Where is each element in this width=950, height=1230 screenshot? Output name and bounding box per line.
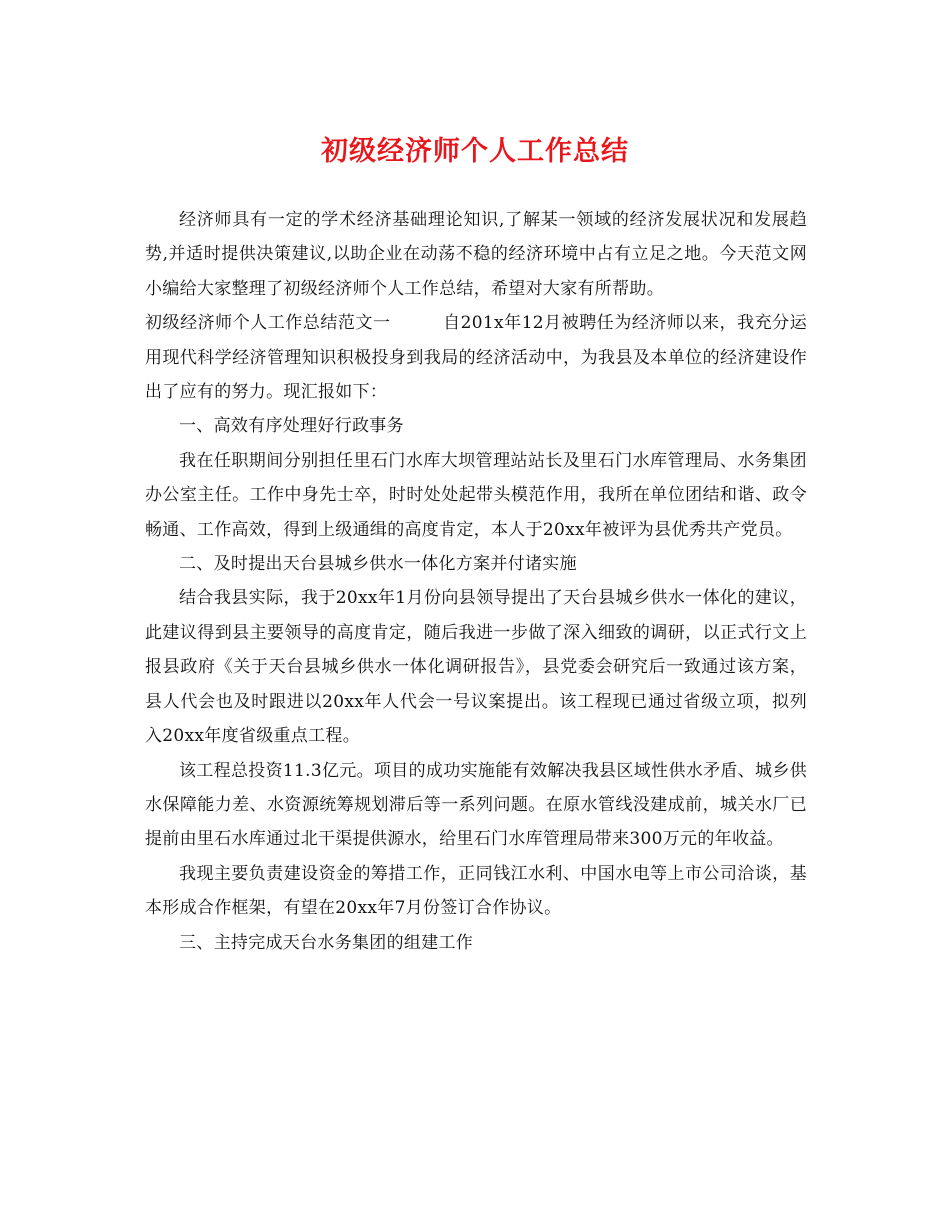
section-heading-3: 三、主持完成天台水务集团的组建工作 [179,932,474,953]
section-heading-2: 二、及时提出天台县城乡供水一体化方案并付诸实施 [179,554,577,575]
paragraph-section-2: 结合我县实际，我于20xx年1月份向县领导提出了天台县城乡供水一体化的建议，此建议得到县主要领导的高度肯定，随后我进一步做了深入细致的调研，以正式行文上报县政府《关于天台县城乡供水一体化调研报告》，县党委会研究后一致通过该方案，县人代会也及时跟进以20xx年人代会一号议案提出。该工程现已通过省级立项，拟列入20xx年度省级重点工程。 [145,588,807,747]
paragraph-intro: 经济师具有一定的学术经济基础理论知识,了解某一领域的经济发展状况和发展趋势,并适时提供决策建议,以助企业在动荡不稳的经济环境中占有立足之地。今天范文网小编给大家整理了初级经济师个人工作总结，希望对大家有所帮助。 [145,210,807,299]
paragraph-sample-one-opening: 初级经济师个人工作总结范文一 自201x年12月被聘任为经济师以来，我充分运用现代科学经济管理知识积极投身到我局的经济活动中，为我县及本单位的经济建设作出了应有的努力。现汇报如下： [145,313,807,403]
document-title: 初级经济师个人工作总结 [321,136,629,167]
document-body [145,203,807,960]
paragraph-funding: 我现主要负责建设资金的筹措工作，正同钱江水利、中国水电等上市公司洽谈，基本形成合作框架，有望在20xx年7月份签订合作协议。 [145,863,807,919]
paragraph-section-1: 我在任职期间分别担任里石门水库大坝管理站站长及里石门水库管理局、水务集团办公室主任。工作中身先士卒，时时处处起带头模范作用，我所在单位团结和谐、政令畅通、工作高效，得到上级通缉的高度肯定，本人于20xx年被评为县优秀共产党员。 [145,450,807,540]
section-heading-1: 一、高效有序处理好行政事务 [179,416,404,437]
paragraph-investment: 该工程总投资11.3亿元。项目的成功实施能有效解决我县区域性供水矛盾、城乡供水保障能力差、水资源统筹规划滞后等一系列问题。在原水管线没建成前，城关水厂已提前由里石水库通过北干渠提供源水，给里石门水库管理局带来300万元的年收益。 [145,760,807,850]
